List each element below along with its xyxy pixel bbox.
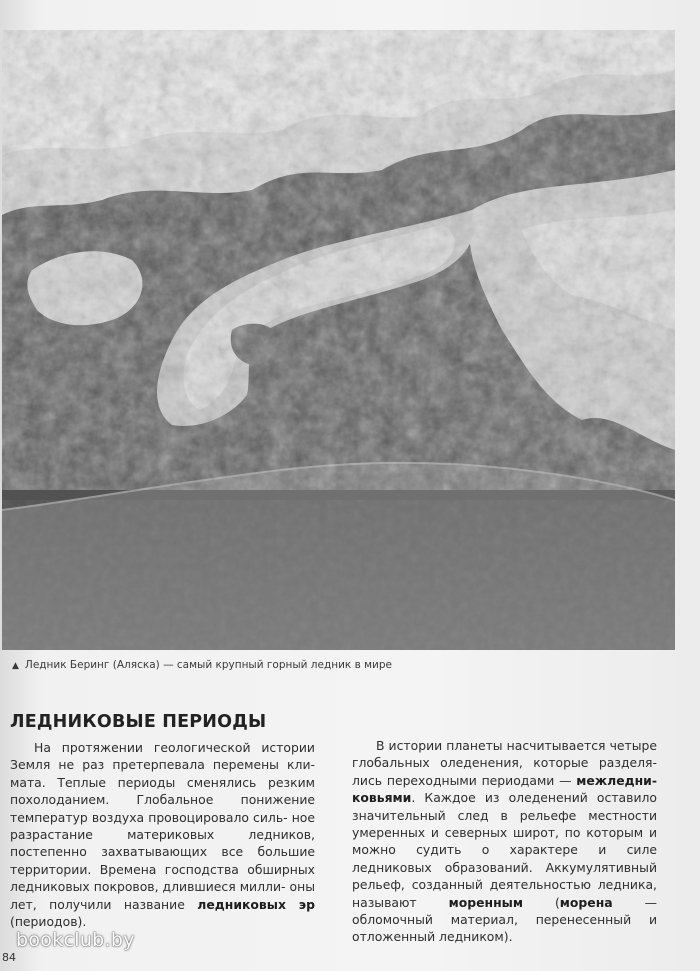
- term-moraine: морена: [559, 894, 613, 910]
- text-line: Земля не раз претерпевала перемены кли-: [10, 757, 315, 773]
- glacier-aerial-photo: [2, 30, 675, 650]
- glacier-photo-drawing: [2, 30, 675, 650]
- text-line: похолоданием. Глобальное понижение: [10, 792, 315, 808]
- paragraph-left: [10, 739, 315, 930]
- text-line: территории. Времена господства обширных: [10, 861, 315, 877]
- caption-text: Ледник Беринг (Аляска) — самый крупный горный ледник в мире: [24, 659, 393, 671]
- text-line: оны лет, получили название: [10, 879, 315, 912]
- text-line: — обломочный материал, перенесенный и отложенный ледником).: [352, 894, 657, 945]
- term-moraine-relief: моренным: [448, 894, 523, 910]
- text-line: . Каждое из оледенений оставило значительный след в рельефе местности умеренных и северных широт, по которым и можно судить о характере и силе ледниковых образований. Аккумулятивный рельеф, созданный деятельностью ледника, называют: [352, 790, 657, 910]
- text-line: температур воздуха провоцировало силь-: [10, 809, 288, 825]
- text-line: На протяжении геологической истории: [34, 740, 315, 755]
- text-line: (периодов).: [10, 914, 87, 930]
- text-line: В истории планеты насчитывается четыре: [376, 738, 657, 753]
- section-heading: ЛЕДНИКОВЫЕ ПЕРИОДЫ: [10, 712, 267, 732]
- page-number: 84: [2, 951, 16, 964]
- text-line: мата. Теплые периоды сменялись резким: [10, 774, 315, 790]
- text-column-right: [352, 737, 657, 946]
- text-line: (: [522, 894, 560, 910]
- photo-caption: [12, 659, 672, 671]
- text-line: постепенно захватывающих все большие: [10, 844, 315, 860]
- term-ice-ages: ледниковых эр: [197, 896, 316, 912]
- term-interglacials: межледни-ковьями: [352, 772, 657, 806]
- triangle-marker-icon: ▲: [12, 661, 19, 671]
- paragraph-right: [352, 737, 657, 946]
- text-line: ное разрастание материковых ледников,: [10, 809, 315, 843]
- text-line: глобальных оледенения, которые разделя-: [352, 755, 657, 771]
- text-column-left: [10, 739, 315, 930]
- watermark-logo: bookclub.by: [16, 929, 135, 951]
- text-line: лись переходными периодами —: [352, 772, 577, 788]
- text-line: ледниковых покровов, длившиеся милли-: [10, 879, 286, 895]
